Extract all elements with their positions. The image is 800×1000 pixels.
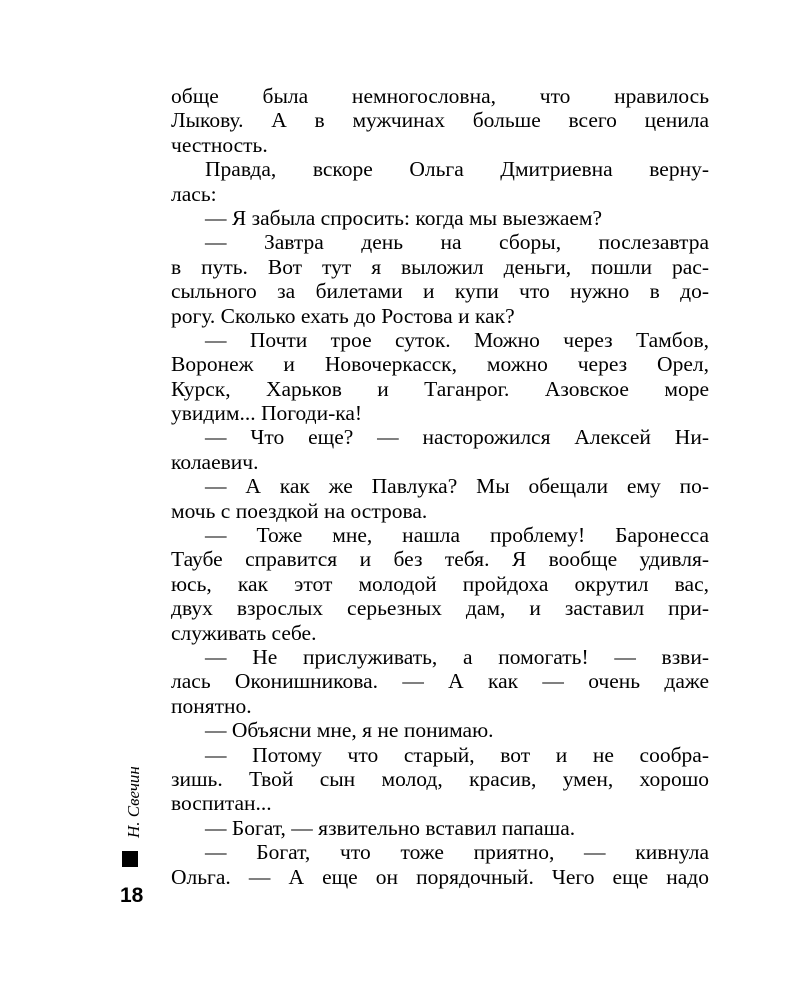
text-line: Лыкову. А в мужчинах больше всего ценила	[171, 108, 709, 133]
text-line: Правда, вскоре Ольга Дмитриевна верну-	[205, 157, 709, 182]
text-line: — А как же Павлука? Мы обещали ему по-	[205, 474, 709, 499]
text-line: зишь. Твой сын молод, красив, умен, хорошо	[171, 766, 709, 791]
text-line: Ольга. — А еще он порядочный. Чего еще надо	[171, 864, 709, 889]
text-line: Курск, Харьков и Таганрог. Азовское море	[171, 376, 709, 401]
text-line: двух взрослых серьезных дам, и заставил при-	[171, 596, 709, 621]
text-line: понятно.	[171, 693, 252, 718]
text-line: обще была немногословна, что нравилось	[171, 84, 709, 108]
text-line: лась:	[171, 181, 217, 206]
text-line: — Что еще? — насторожился Алексей Ни-	[205, 425, 709, 450]
running-head-author: Н. Свечин	[124, 766, 143, 838]
text-line: лась Оконишникова. — А как — очень даже	[171, 669, 709, 694]
page-number: 18	[120, 884, 144, 907]
text-line: — Почти трое суток. Можно через Тамбов,	[205, 327, 709, 352]
text-line: — Богат, — язвительно вставил папаша.	[205, 815, 576, 840]
text-line: честность.	[171, 132, 268, 157]
text-line: — Я забыла спросить: когда мы выезжаем?	[205, 205, 603, 230]
text-line: мочь с поездкой на острова.	[171, 498, 428, 523]
text-line: рогу. Сколько ехать до Ростова и как?	[171, 303, 515, 328]
text-line: — Тоже мне, нашла проблему! Баронесса	[205, 523, 709, 548]
text-line: служивать себе.	[171, 620, 317, 645]
text-line: — Не прислуживать, а помогать! — взви-	[205, 644, 709, 669]
page-marker-square	[122, 851, 138, 867]
text-line: колаевич.	[171, 449, 259, 474]
text-line: — Потому что старый, вот и не сообра-	[205, 742, 709, 767]
text-line: в путь. Вот тут я выложил деньги, пошли рас-	[171, 254, 709, 279]
text-line: Воронеж и Новочеркасск, можно через Орел,	[171, 352, 709, 377]
text-line: — Объясни мне, я не понимаю.	[205, 718, 494, 743]
text-line: воспитан...	[171, 791, 272, 816]
text-line: — Богат, что тоже приятно, — кивнула	[205, 840, 709, 865]
text-line: увидим... Погоди-ка!	[171, 401, 363, 426]
body-text	[171, 84, 709, 889]
text-line: юсь, как этот молодой пройдоха окрутил вас,	[171, 571, 709, 596]
text-line: Таубе справится и без тебя. Я вообще удивля-	[171, 547, 709, 572]
text-line: сыльного за билетами и купи что нужно в до-	[171, 279, 709, 304]
text-line: — Завтра день на сборы, послезавтра	[205, 230, 709, 255]
